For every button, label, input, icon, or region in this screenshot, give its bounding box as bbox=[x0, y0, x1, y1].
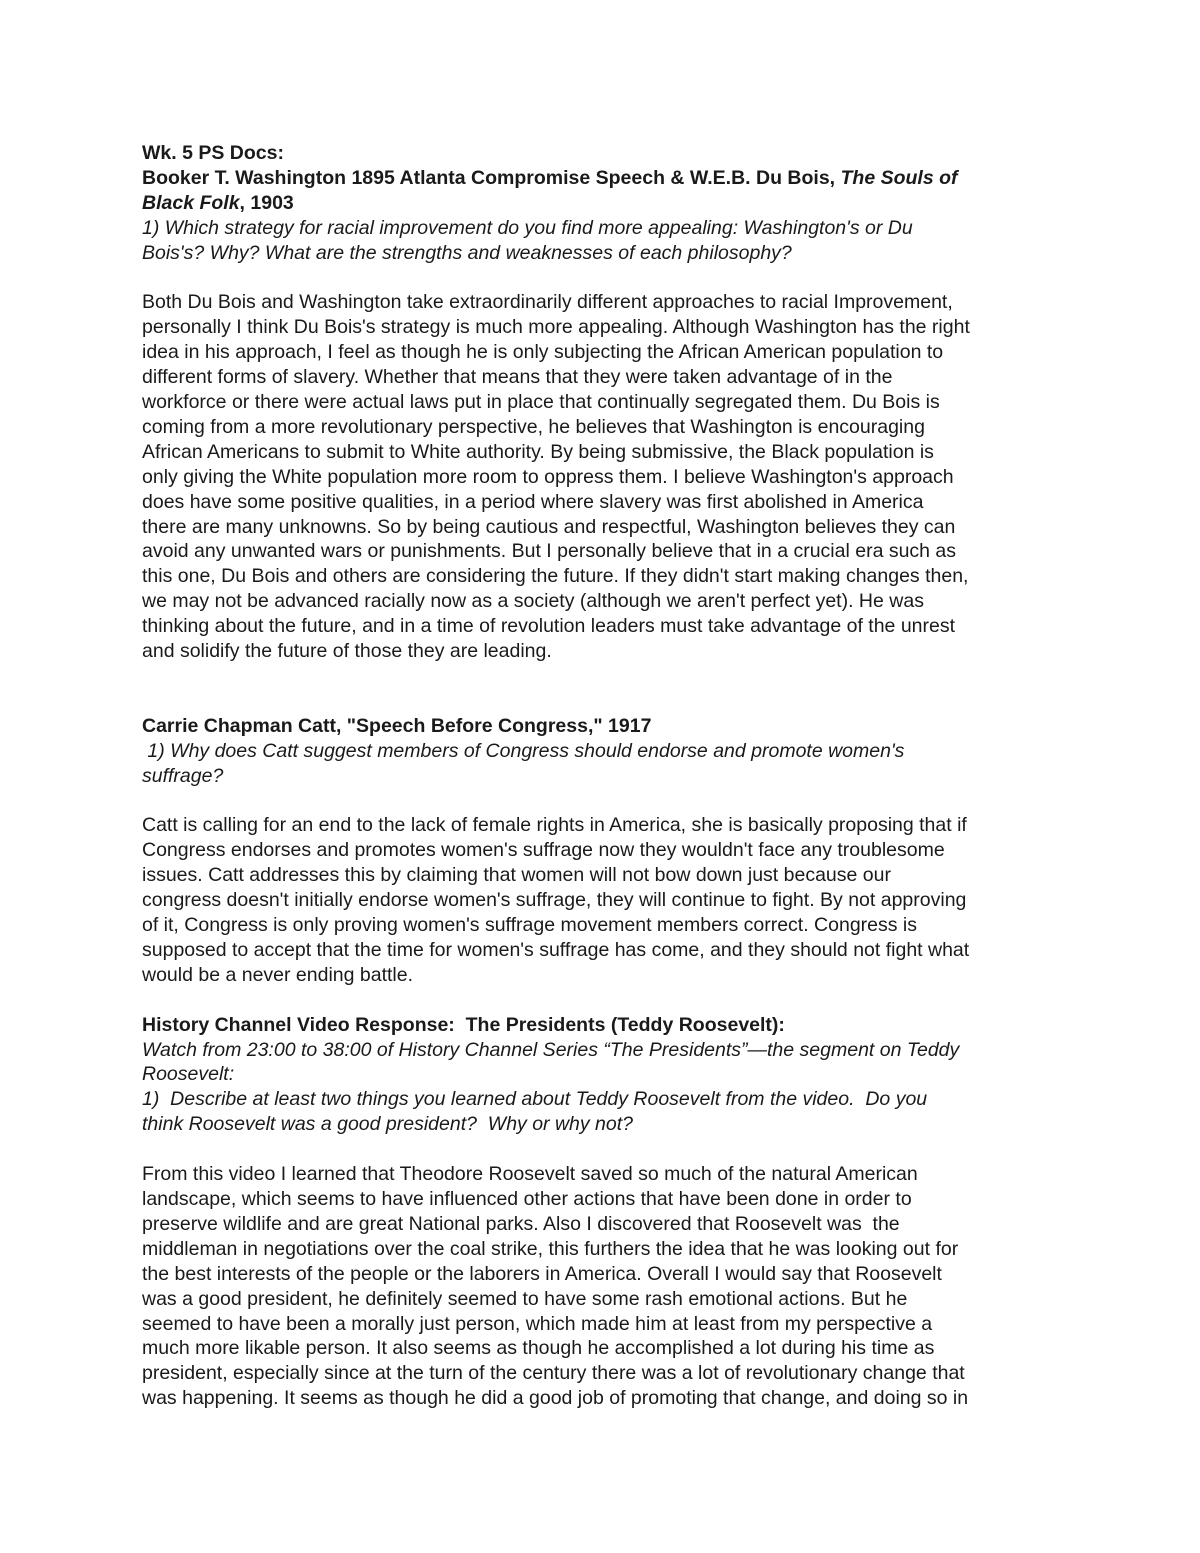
question-line: Bois's? Why? What are the strengths and weaknesses of each philosophy? bbox=[142, 241, 792, 264]
answer-line: of it, Congress is only proving women's suffrage movement members correct. Congress is bbox=[142, 914, 918, 937]
answer-line: thinking about the future, and in a time of revolution leaders must take advantage of the unrest bbox=[142, 615, 956, 638]
answer-line: preserve wildlife and are great National parks. Also I discovered that Roosevelt was the bbox=[142, 1212, 900, 1235]
answer-line: would be a never ending battle. bbox=[142, 963, 414, 986]
answer-line: workforce or there were actual laws put in place that continually segregated them. Du Bois is bbox=[142, 391, 940, 414]
section1-answer bbox=[142, 290, 1064, 664]
answer-line: Congress endorses and promotes women's suffrage now they wouldn't face any troublesome bbox=[142, 839, 945, 862]
answer-line: and solidify the future of those they are leading. bbox=[142, 640, 552, 663]
answer-line: was a good president, he definitely seemed to have some rash emotional actions. But he bbox=[142, 1287, 908, 1310]
answer-line: From this video I learned that Theodore Roosevelt saved so much of the natural American bbox=[142, 1163, 918, 1186]
question-line: think Roosevelt was a good president? Why or why not? bbox=[142, 1113, 634, 1136]
answer-line: personally I think Du Bois's strategy is much more appealing. Although Washington has the right bbox=[142, 316, 970, 339]
answer-line: Catt is calling for an end to the lack of female rights in America, she is basically proposing that if bbox=[142, 814, 967, 837]
answer-line: avoid any unwanted wars or punishments. But I personally believe that in a crucial era such as bbox=[142, 540, 957, 563]
section2-answer bbox=[142, 813, 1064, 987]
question-line: 1) Describe at least two things you learned about Teddy Roosevelt from the video. Do you bbox=[142, 1088, 928, 1111]
section1-question bbox=[142, 216, 1064, 266]
answer-line: coming from a more revolutionary perspective, he believes that Washington is encouraging bbox=[142, 415, 925, 438]
answer-line: was happening. It seems as though he did a good job of promoting that change, and doing so in bbox=[142, 1387, 969, 1410]
question-line: suffrage? bbox=[142, 764, 224, 787]
answer-line: issues. Catt addresses this by claiming that women will not bow down just because our bbox=[142, 864, 891, 887]
section1-heading-text: Booker T. Washington 1895 Atlanta Compromise Speech & W.E.B. Du Bois, bbox=[142, 166, 841, 189]
answer-line: president, especially since at the turn of the century there was a lot of revolutionary change that bbox=[142, 1362, 965, 1385]
answer-line: middleman in negotiations over the coal strike, this furthers the idea that he was looking out for bbox=[142, 1237, 959, 1260]
answer-line: idea in his approach, I feel as though he is only subjecting the African American population to bbox=[142, 341, 944, 364]
answer-line: only giving the White population more room to oppress them. I believe Washington's approach bbox=[142, 465, 954, 488]
answer-line: the best interests of the people or the laborers in America. Overall I would say that Roosevelt bbox=[142, 1262, 942, 1285]
section1-heading-book-title-cont: Black Folk bbox=[142, 191, 240, 214]
answer-line: much more likable person. It also seems as though he accomplished a lot during his time as bbox=[142, 1337, 935, 1360]
section2-heading: Carrie Chapman Catt, "Speech Before Congress," 1917 bbox=[142, 714, 652, 737]
answer-line: this one, Du Bois and others are considering the future. If they didn't start making changes then, bbox=[142, 565, 969, 588]
answer-line: African Americans to submit to White authority. By being submissive, the Black population is bbox=[142, 440, 934, 463]
answer-line: Both Du Bois and Washington take extraordinarily different approaches to racial Improvement, bbox=[142, 291, 953, 314]
answer-line: landscape, which seems to have influenced other actions that have been done in order to bbox=[142, 1187, 912, 1210]
section2-question bbox=[142, 739, 1064, 789]
section3-question bbox=[142, 1087, 1064, 1137]
section3-heading: History Channel Video Response: The Presidents (Teddy Roosevelt): bbox=[142, 1013, 785, 1036]
answer-line: different forms of slavery. Whether that means that they were taken advantage of in the bbox=[142, 366, 893, 389]
answer-line: congress doesn't initially endorse women's suffrage, they will continue to fight. By not approving bbox=[142, 889, 967, 912]
answer-line: supposed to accept that the time for women's suffrage has come, and they should not fight what bbox=[142, 938, 970, 961]
section1-heading-book-title: The Souls of bbox=[840, 166, 958, 189]
section1-heading-year: , 1903 bbox=[239, 191, 294, 214]
instruction-line: Roosevelt: bbox=[142, 1063, 235, 1086]
answer-line: we may not be advanced racially now as a society (although we aren't perfect yet). He was bbox=[142, 590, 924, 613]
question-line: 1) Which strategy for racial improvement do you find more appealing: Washington's or Du bbox=[142, 216, 913, 239]
instruction-line: Watch from 23:00 to 38:00 of History Channel Series “The Presidents”—the segment on Teddy bbox=[142, 1038, 960, 1061]
answer-line: there are many unknowns. So by being cautious and respectful, Washington believes they can bbox=[142, 515, 956, 538]
answer-line: seemed to have been a morally just person, which made him at least from my perspective a bbox=[142, 1312, 933, 1335]
question-line: 1) Why does Catt suggest members of Congress should endorse and promote women's bbox=[142, 739, 905, 762]
section3-instructions bbox=[142, 1038, 1064, 1088]
doc-title: Wk. 5 PS Docs: bbox=[142, 142, 284, 164]
section1-heading bbox=[142, 166, 1064, 191]
answer-line: does have some positive qualities, in a period where slavery was first abolished in America bbox=[142, 490, 924, 513]
section3-answer bbox=[142, 1162, 1064, 1411]
section1-heading-cont bbox=[142, 191, 1064, 216]
